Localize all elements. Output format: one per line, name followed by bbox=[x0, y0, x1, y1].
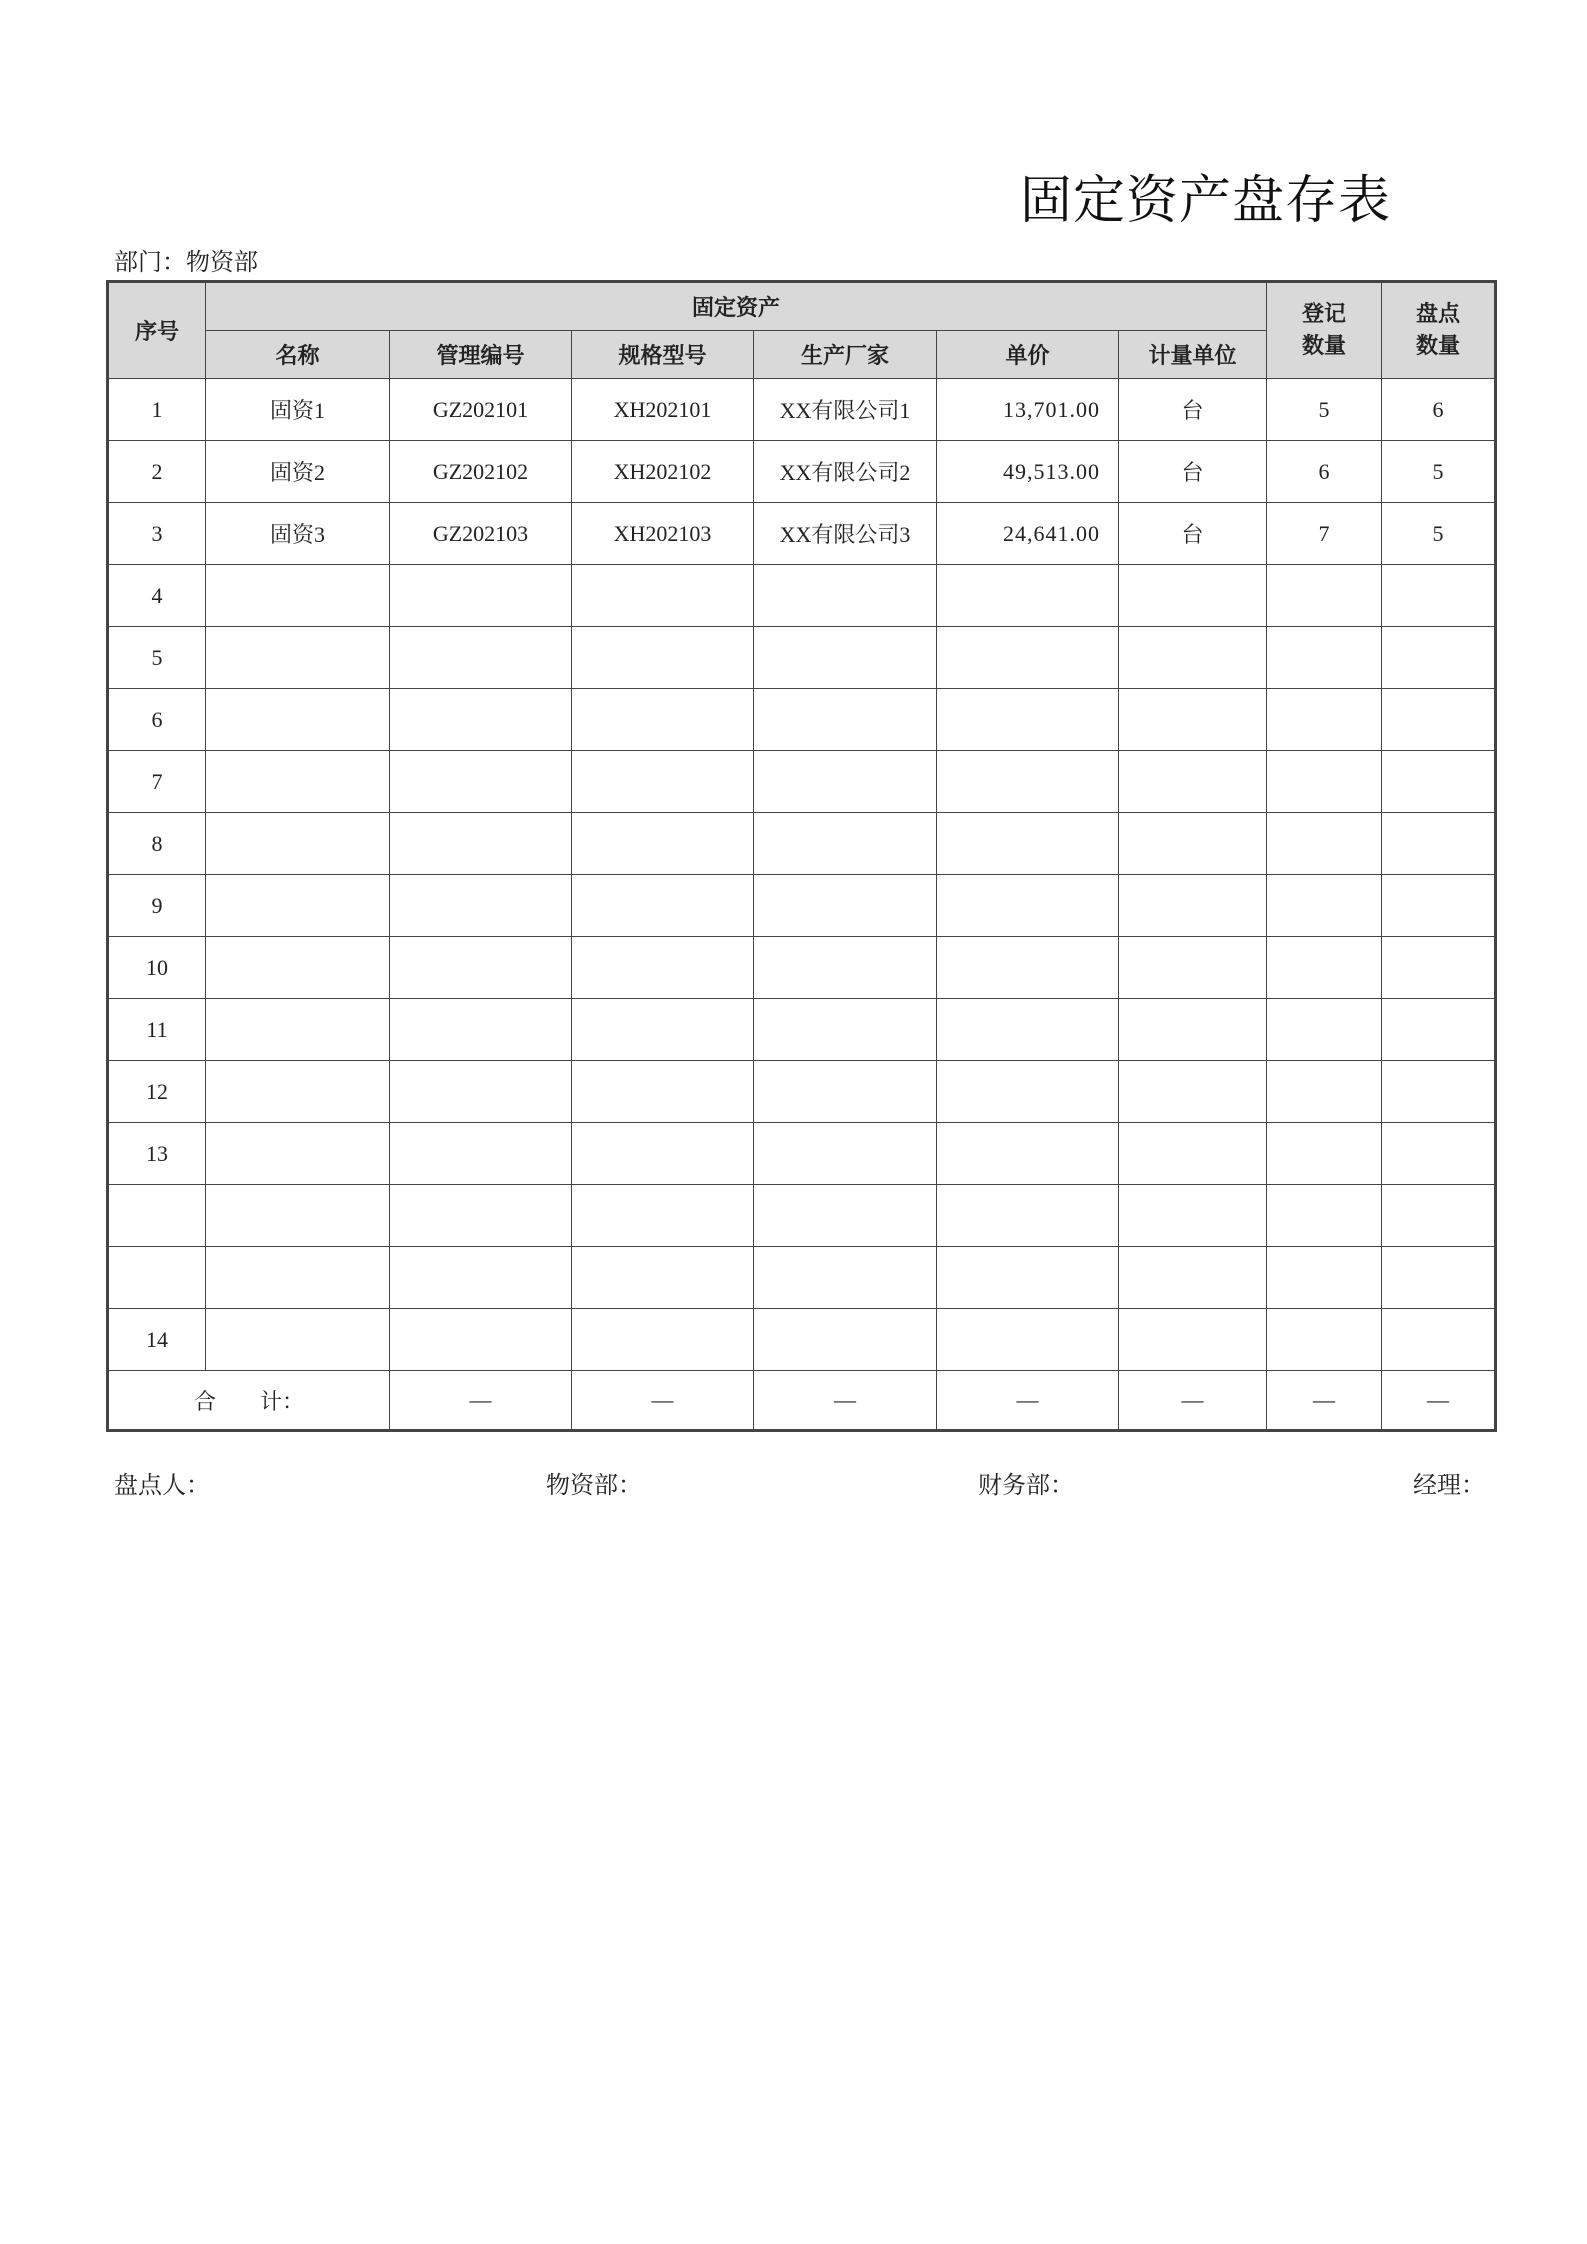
cell-unit bbox=[1119, 875, 1267, 937]
table-row bbox=[108, 565, 1496, 627]
cell-price bbox=[937, 751, 1119, 813]
cell-name bbox=[206, 1061, 390, 1123]
cell-price: 49,513.00 bbox=[937, 441, 1119, 503]
table-row bbox=[108, 813, 1496, 875]
cell-seq: 13 bbox=[108, 1123, 206, 1185]
table-row bbox=[108, 1061, 1496, 1123]
cell-name bbox=[206, 689, 390, 751]
cell-counted bbox=[1382, 689, 1496, 751]
cell-maker: XX有限公司3 bbox=[754, 503, 937, 565]
cell-maker bbox=[754, 813, 937, 875]
total-cell: — bbox=[1267, 1371, 1382, 1431]
cell-registered bbox=[1267, 1061, 1382, 1123]
cell-seq: 7 bbox=[108, 751, 206, 813]
cell-price bbox=[937, 1185, 1119, 1247]
cell-unit bbox=[1119, 999, 1267, 1061]
cell-seq: 3 bbox=[108, 503, 206, 565]
cell-registered: 6 bbox=[1267, 441, 1382, 503]
cell-counted bbox=[1382, 1247, 1496, 1309]
cell-spec bbox=[572, 1123, 754, 1185]
cell-maker: XX有限公司2 bbox=[754, 441, 937, 503]
department-label: 部门：物资部 bbox=[114, 250, 258, 276]
cell-counted: 5 bbox=[1382, 503, 1496, 565]
cell-registered bbox=[1267, 937, 1382, 999]
cell-unit bbox=[1119, 565, 1267, 627]
cell-counted bbox=[1382, 875, 1496, 937]
cell-registered bbox=[1267, 999, 1382, 1061]
cell-registered bbox=[1267, 1185, 1382, 1247]
cell-maker bbox=[754, 565, 937, 627]
cell-code bbox=[390, 689, 572, 751]
header-spec: 规格型号 bbox=[572, 331, 754, 379]
cell-price bbox=[937, 1061, 1119, 1123]
cell-maker bbox=[754, 1247, 937, 1309]
cell-maker bbox=[754, 689, 937, 751]
cell-unit bbox=[1119, 937, 1267, 999]
table-row bbox=[108, 503, 1496, 565]
total-cell: — bbox=[1119, 1371, 1267, 1431]
footer-materials: 物资部： bbox=[546, 1473, 642, 1499]
cell-unit: 台 bbox=[1119, 503, 1267, 565]
table-row bbox=[108, 689, 1496, 751]
header-maker: 生产厂家 bbox=[754, 331, 937, 379]
cell-price bbox=[937, 1123, 1119, 1185]
cell-seq: 4 bbox=[108, 565, 206, 627]
cell-name bbox=[206, 813, 390, 875]
cell-unit bbox=[1119, 813, 1267, 875]
cell-maker bbox=[754, 751, 937, 813]
table-row bbox=[108, 627, 1496, 689]
header-name: 名称 bbox=[206, 331, 390, 379]
cell-counted bbox=[1382, 1185, 1496, 1247]
cell-unit bbox=[1119, 1185, 1267, 1247]
cell-registered: 7 bbox=[1267, 503, 1382, 565]
cell-counted bbox=[1382, 627, 1496, 689]
cell-price bbox=[937, 875, 1119, 937]
cell-seq: 8 bbox=[108, 813, 206, 875]
cell-unit: 台 bbox=[1119, 441, 1267, 503]
cell-unit bbox=[1119, 1247, 1267, 1309]
cell-counted: 6 bbox=[1382, 379, 1496, 441]
cell-code bbox=[390, 875, 572, 937]
table-body bbox=[108, 379, 1496, 1371]
cell-price: 13,701.00 bbox=[937, 379, 1119, 441]
table-row bbox=[108, 1123, 1496, 1185]
cell-code bbox=[390, 751, 572, 813]
page-title: 固定资产盘存表 bbox=[1020, 173, 1392, 230]
cell-code bbox=[390, 999, 572, 1061]
cell-price bbox=[937, 565, 1119, 627]
cell-maker bbox=[754, 937, 937, 999]
cell-spec bbox=[572, 689, 754, 751]
cell-seq: 1 bbox=[108, 379, 206, 441]
cell-registered: 5 bbox=[1267, 379, 1382, 441]
inventory-table bbox=[106, 280, 1497, 1432]
cell-seq bbox=[108, 1185, 206, 1247]
cell-seq: 6 bbox=[108, 689, 206, 751]
header-fixed-assets: 固定资产 bbox=[206, 282, 1267, 331]
table-row bbox=[108, 751, 1496, 813]
cell-code bbox=[390, 1123, 572, 1185]
cell-price bbox=[937, 1309, 1119, 1371]
cell-maker bbox=[754, 1185, 937, 1247]
cell-code bbox=[390, 937, 572, 999]
cell-registered bbox=[1267, 627, 1382, 689]
cell-maker bbox=[754, 1123, 937, 1185]
cell-registered bbox=[1267, 875, 1382, 937]
cell-registered bbox=[1267, 1309, 1382, 1371]
cell-maker bbox=[754, 1309, 937, 1371]
cell-unit bbox=[1119, 1309, 1267, 1371]
cell-spec bbox=[572, 627, 754, 689]
cell-price bbox=[937, 937, 1119, 999]
total-cell: — bbox=[937, 1371, 1119, 1431]
cell-spec: XH202102 bbox=[572, 441, 754, 503]
cell-spec bbox=[572, 1247, 754, 1309]
cell-name bbox=[206, 875, 390, 937]
table-row bbox=[108, 875, 1496, 937]
cell-registered bbox=[1267, 751, 1382, 813]
cell-counted bbox=[1382, 999, 1496, 1061]
cell-spec: XH202101 bbox=[572, 379, 754, 441]
cell-unit bbox=[1119, 1123, 1267, 1185]
cell-name: 固资3 bbox=[206, 503, 390, 565]
cell-counted bbox=[1382, 813, 1496, 875]
cell-name bbox=[206, 999, 390, 1061]
cell-seq: 9 bbox=[108, 875, 206, 937]
cell-name bbox=[206, 1309, 390, 1371]
cell-name bbox=[206, 1247, 390, 1309]
footer-manager: 经理： bbox=[1413, 1473, 1485, 1499]
cell-spec bbox=[572, 999, 754, 1061]
cell-code bbox=[390, 1061, 572, 1123]
header-code: 管理编号 bbox=[390, 331, 572, 379]
total-cell: — bbox=[754, 1371, 937, 1431]
cell-price bbox=[937, 1247, 1119, 1309]
cell-registered bbox=[1267, 1123, 1382, 1185]
cell-name bbox=[206, 751, 390, 813]
cell-code bbox=[390, 565, 572, 627]
cell-maker bbox=[754, 627, 937, 689]
footer-finance: 财务部： bbox=[978, 1473, 1074, 1499]
cell-name bbox=[206, 1123, 390, 1185]
cell-spec bbox=[572, 565, 754, 627]
table-row bbox=[108, 937, 1496, 999]
cell-counted bbox=[1382, 1309, 1496, 1371]
cell-maker: XX有限公司1 bbox=[754, 379, 937, 441]
cell-spec bbox=[572, 1061, 754, 1123]
cell-price bbox=[937, 813, 1119, 875]
cell-counted bbox=[1382, 565, 1496, 627]
cell-spec bbox=[572, 1309, 754, 1371]
cell-name bbox=[206, 937, 390, 999]
cell-seq: 14 bbox=[108, 1309, 206, 1371]
cell-code bbox=[390, 627, 572, 689]
cell-counted bbox=[1382, 937, 1496, 999]
cell-price bbox=[937, 999, 1119, 1061]
cell-code: GZ202101 bbox=[390, 379, 572, 441]
header-seq: 序号 bbox=[108, 282, 206, 379]
header-registered-qty: 登记数量 bbox=[1267, 282, 1382, 379]
cell-name bbox=[206, 627, 390, 689]
total-label: 合 计： bbox=[108, 1371, 390, 1431]
header-counted-qty: 盘点数量 bbox=[1382, 282, 1496, 379]
cell-counted bbox=[1382, 1123, 1496, 1185]
total-cell: — bbox=[572, 1371, 754, 1431]
cell-price: 24,641.00 bbox=[937, 503, 1119, 565]
cell-name bbox=[206, 565, 390, 627]
cell-counted bbox=[1382, 1061, 1496, 1123]
cell-price bbox=[937, 689, 1119, 751]
table-row bbox=[108, 1185, 1496, 1247]
cell-spec: XH202103 bbox=[572, 503, 754, 565]
table-row bbox=[108, 1247, 1496, 1309]
cell-code bbox=[390, 1185, 572, 1247]
cell-registered bbox=[1267, 689, 1382, 751]
cell-unit bbox=[1119, 751, 1267, 813]
total-cell: — bbox=[1382, 1371, 1496, 1431]
cell-maker bbox=[754, 1061, 937, 1123]
cell-spec bbox=[572, 813, 754, 875]
cell-seq: 12 bbox=[108, 1061, 206, 1123]
header-price: 单价 bbox=[937, 331, 1119, 379]
table-row bbox=[108, 999, 1496, 1061]
cell-code bbox=[390, 1309, 572, 1371]
cell-name bbox=[206, 1185, 390, 1247]
cell-counted: 5 bbox=[1382, 441, 1496, 503]
cell-seq: 2 bbox=[108, 441, 206, 503]
header-unit: 计量单位 bbox=[1119, 331, 1267, 379]
cell-seq: 11 bbox=[108, 999, 206, 1061]
cell-spec bbox=[572, 875, 754, 937]
cell-unit bbox=[1119, 689, 1267, 751]
cell-seq: 5 bbox=[108, 627, 206, 689]
cell-code: GZ202103 bbox=[390, 503, 572, 565]
cell-name: 固资1 bbox=[206, 379, 390, 441]
cell-spec bbox=[572, 1185, 754, 1247]
cell-maker bbox=[754, 875, 937, 937]
cell-price bbox=[937, 627, 1119, 689]
cell-unit: 台 bbox=[1119, 379, 1267, 441]
cell-maker bbox=[754, 999, 937, 1061]
cell-code: GZ202102 bbox=[390, 441, 572, 503]
cell-spec bbox=[572, 751, 754, 813]
table-row bbox=[108, 379, 1496, 441]
total-cell: — bbox=[390, 1371, 572, 1431]
cell-registered bbox=[1267, 565, 1382, 627]
cell-code bbox=[390, 813, 572, 875]
total-row bbox=[108, 1371, 1496, 1431]
cell-registered bbox=[1267, 813, 1382, 875]
cell-unit bbox=[1119, 627, 1267, 689]
cell-spec bbox=[572, 937, 754, 999]
table-row bbox=[108, 441, 1496, 503]
cell-name: 固资2 bbox=[206, 441, 390, 503]
cell-registered bbox=[1267, 1247, 1382, 1309]
cell-seq: 10 bbox=[108, 937, 206, 999]
cell-unit bbox=[1119, 1061, 1267, 1123]
cell-code bbox=[390, 1247, 572, 1309]
cell-seq bbox=[108, 1247, 206, 1309]
table-row bbox=[108, 1309, 1496, 1371]
cell-counted bbox=[1382, 751, 1496, 813]
footer-counter: 盘点人： bbox=[114, 1473, 210, 1499]
